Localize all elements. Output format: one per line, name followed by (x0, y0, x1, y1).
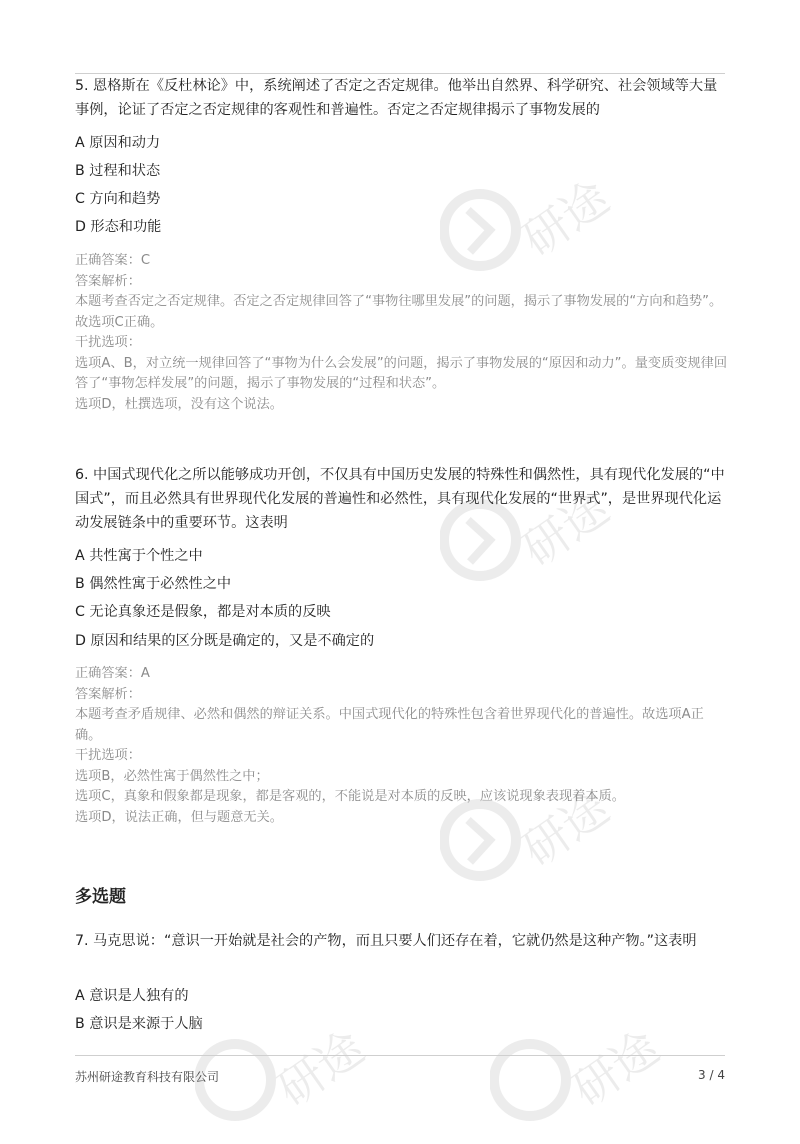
watermark-logo (490, 1010, 680, 1140)
question-6-option-b: B 偶然性寓于必然性之中 (75, 576, 232, 592)
watermark-text: 研途 (512, 780, 619, 878)
question-5-analysis: 本题考查否定之否定规律。否定之否定规律回答了“事物往哪里发展”的问题，揭示了事物发展的“方向和趋势”。故选项C正确。 (75, 294, 723, 330)
question-6-distractor-d: 选项D，说法正确，但与题意无关。 (75, 809, 283, 825)
question-6-correct-answer: 正确答案：A (75, 666, 150, 681)
question-5-option-a: A 原因和动力 (75, 135, 161, 151)
watermark-text: 研途 (512, 480, 619, 578)
question-6-option-d: D 原因和结果的区分既是确定的，又是不确定的 (75, 633, 375, 649)
watermark-text: 研途 (512, 170, 619, 268)
question-6-distractor-label: 干扰选项： (75, 748, 141, 763)
watermark-text: 研途 (562, 1020, 669, 1118)
question-5-option-c: C 方向和趋势 (75, 191, 161, 207)
watermark-logo (195, 1010, 385, 1140)
question-5-stem: 5. 恩格斯在《反杜林论》中，系统阐述了否定之否定规律。他举出自然界、科学研究、社会领域等大量事例，论证了否定之否定规律的客观性和普遍性。否定之否定规律揭示了事物发展的 (75, 78, 718, 118)
section-title-multiple-choice: 多选题 (75, 887, 126, 907)
question-6-answer-block (75, 664, 730, 828)
question-6-option-c: C 无论真象还是假象，都是对本质的反映 (75, 604, 331, 620)
footer-company: 苏州研途教育科技有限公司 (75, 1070, 220, 1084)
question-6-analysis: 本题考查矛盾规律、必然和偶然的辩证关系。中国式现代化的特殊性包含着世界现代化的普遍性。故选项A正确。 (75, 707, 704, 743)
question-6-analysis-label: 答案解析： (75, 686, 141, 702)
question-7-option-a: A 意识是人独有的 (75, 988, 189, 1004)
question-7-option-b: B 意识是来源于人脑 (75, 1016, 203, 1032)
question-6-stem: 6. 中国式现代化之所以能够成功开创，不仅具有中国历史发展的特殊性和偶然性，具有现代化发展的“中国式”，而且必然具有世界现代化发展的普遍性和必然性，具有现代化发展的“世界式”，是世界现代化运动发展链条中的重要环节。这表明 (75, 467, 725, 531)
footer-page-number: 3 / 4 (698, 1068, 725, 1082)
question-6-option-a: A 共性寓于个性之中 (75, 548, 203, 564)
question-5-answer-block (75, 251, 730, 415)
question-6-distractor-c: 选项C，真象和假象都是现象，都是客观的，不能说是对本质的反映，应该说现象表现着本质。 (75, 789, 625, 804)
question-7-stem: 7. 马克思说：“意识一开始就是社会的产物，而且只要人们还存在着，它就仍然是这种产物。”这表明 (75, 933, 697, 949)
question-5-distractor-d: 选项D，杜撰选项，没有这个说法。 (75, 396, 283, 412)
watermark-text: 研途 (267, 1020, 374, 1118)
question-5-distractor-label: 干扰选项： (75, 335, 141, 350)
question-5-option-d: D 形态和功能 (75, 219, 162, 235)
question-5-correct-answer: 正确答案：C (75, 253, 151, 268)
question-5-distractor-ab: 选项A、B，对立统一规律回答了“事物为什么会发展”的问题，揭示了事物发展的“原因和动力”。量变质变规律回答了“事物怎样发展”的问题，揭示了事物发展的“过程和状态”。 (75, 355, 728, 391)
question-5-analysis-label: 答案解析： (75, 273, 141, 289)
question-5-option-b: B 过程和状态 (75, 163, 161, 179)
question-6-distractor-b: 选项B，必然性寓于偶然性之中； (75, 768, 269, 784)
footer-divider (75, 1055, 725, 1056)
